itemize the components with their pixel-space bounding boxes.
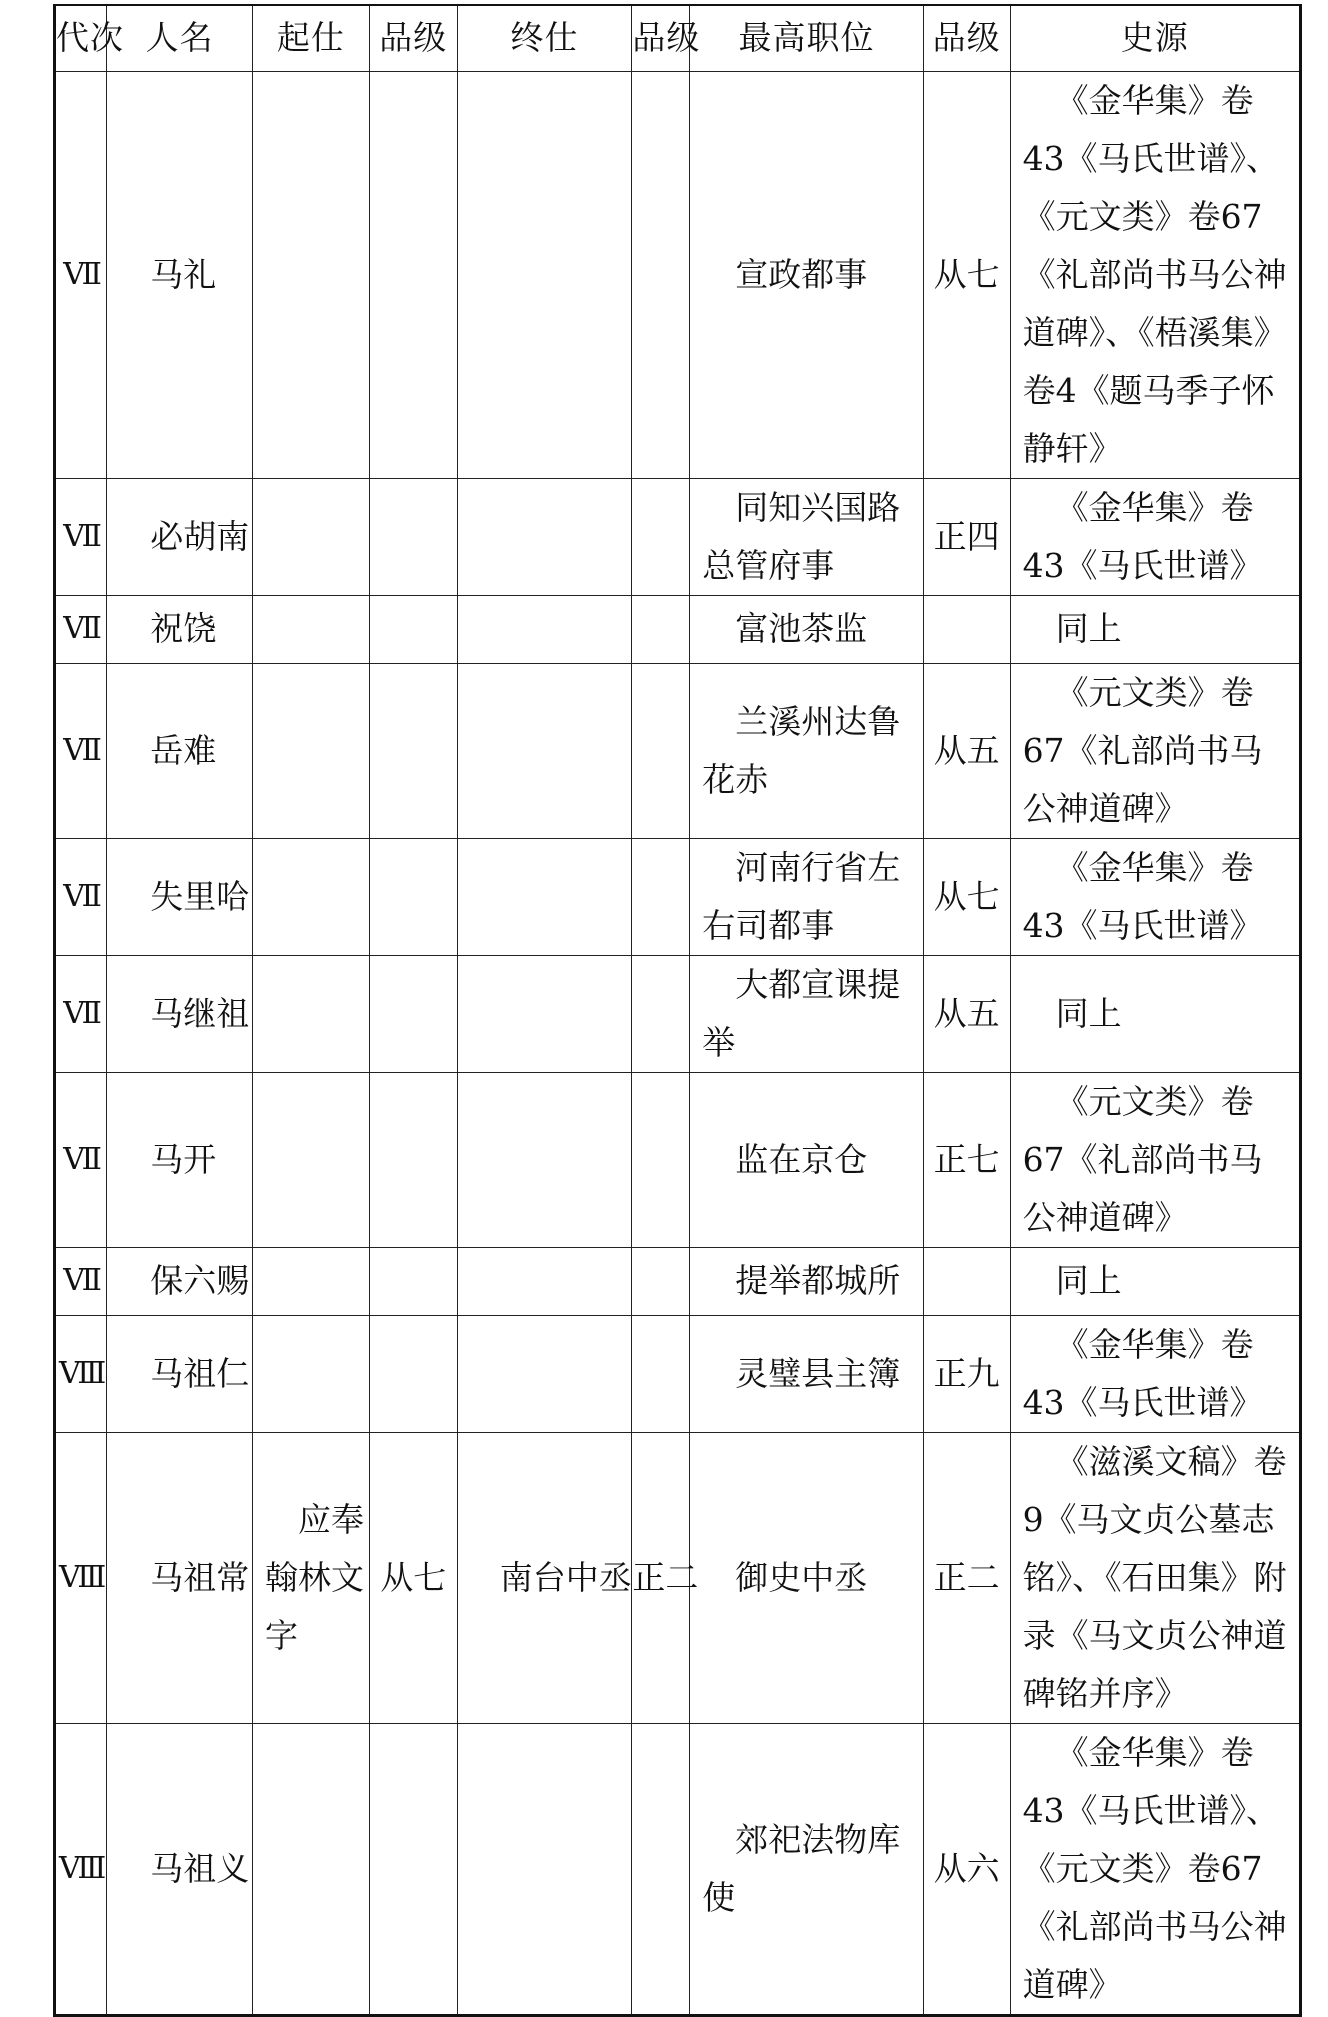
table-row [55, 838, 1301, 955]
header-end-rank: 品级 [632, 5, 690, 71]
table-row [55, 1072, 1301, 1247]
source-cell: 《金华集》卷43《马氏世谱》、《元文类》卷67《礼部尚书马公神道碑》 [1010, 1723, 1300, 2015]
end-post-cell: 南台中丞 [457, 1432, 632, 1723]
table-row [55, 663, 1301, 838]
top-rank-cell: 从五 [923, 955, 1010, 1072]
start-post-cell: 应奉翰林文字 [253, 1432, 370, 1723]
end-post-cell [457, 595, 632, 663]
top-rank-cell: 正七 [923, 1072, 1010, 1247]
start-rank-cell [369, 595, 457, 663]
start-post-cell [253, 1723, 370, 2015]
end-post-cell [457, 1723, 632, 2015]
end-rank-cell [632, 1315, 690, 1432]
source-cell: 《金华集》卷43《马氏世谱》 [1010, 478, 1300, 595]
start-post-cell [253, 838, 370, 955]
generation-cell: Ⅶ [55, 71, 107, 478]
name-cell: 祝饶 [107, 595, 253, 663]
header-row [55, 5, 1301, 71]
start-post-cell [253, 1315, 370, 1432]
header-source: 史源 [1010, 5, 1300, 71]
end-post-cell [457, 955, 632, 1072]
header-top-rank: 品级 [923, 5, 1010, 71]
source-cell: 同上 [1010, 955, 1300, 1072]
end-rank-cell [632, 71, 690, 478]
start-rank-cell [369, 478, 457, 595]
table-row [55, 1432, 1301, 1723]
header-top-post: 最高职位 [690, 5, 924, 71]
generation-cell: Ⅶ [55, 838, 107, 955]
start-rank-cell [369, 838, 457, 955]
end-rank-cell [632, 663, 690, 838]
table-row [55, 1247, 1301, 1315]
table-body [55, 71, 1301, 2015]
top-post-cell: 宣政都事 [690, 71, 924, 478]
name-cell: 必胡南 [107, 478, 253, 595]
generation-cell: Ⅶ [55, 663, 107, 838]
top-rank-cell: 正二 [923, 1432, 1010, 1723]
generation-cell: Ⅶ [55, 1072, 107, 1247]
top-rank-cell: 从六 [923, 1723, 1010, 2015]
top-post-cell: 提举都城所 [690, 1247, 924, 1315]
generation-cell: Ⅶ [55, 955, 107, 1072]
start-rank-cell: 从七 [369, 1432, 457, 1723]
start-post-cell [253, 1072, 370, 1247]
top-rank-cell: 从五 [923, 663, 1010, 838]
source-cell: 《金华集》卷43《马氏世谱》 [1010, 838, 1300, 955]
start-rank-cell [369, 71, 457, 478]
start-post-cell [253, 71, 370, 478]
end-post-cell [457, 478, 632, 595]
top-post-cell: 大都宣课提举 [690, 955, 924, 1072]
top-post-cell: 富池茶监 [690, 595, 924, 663]
source-cell: 《滋溪文稿》卷9《马文贞公墓志铭》、《石田集》附录《马文贞公神道碑铭并序》 [1010, 1432, 1300, 1723]
generation-cell: Ⅶ [55, 1247, 107, 1315]
start-rank-cell [369, 955, 457, 1072]
generation-cell: Ⅷ [55, 1432, 107, 1723]
header-name: 人名 [107, 5, 253, 71]
top-rank-cell [923, 1247, 1010, 1315]
end-post-cell [457, 838, 632, 955]
header-end-post: 终仕 [457, 5, 632, 71]
name-cell: 马继祖 [107, 955, 253, 1072]
top-post-cell: 灵璧县主簿 [690, 1315, 924, 1432]
source-cell: 《金华集》卷43《马氏世谱》、《元文类》卷67《礼部尚书马公神道碑》、《梧溪集》卷4《题马季子怀静轩》 [1010, 71, 1300, 478]
name-cell: 失里哈 [107, 838, 253, 955]
end-rank-cell [632, 838, 690, 955]
table-row [55, 1723, 1301, 2015]
name-cell: 马祖仁 [107, 1315, 253, 1432]
top-rank-cell: 从七 [923, 71, 1010, 478]
officials-table [53, 4, 1302, 2017]
end-post-cell [457, 71, 632, 478]
end-rank-cell: 正二 [632, 1432, 690, 1723]
start-rank-cell [369, 1247, 457, 1315]
start-post-cell [253, 1247, 370, 1315]
start-rank-cell [369, 1723, 457, 2015]
top-post-cell: 同知兴国路总管府事 [690, 478, 924, 595]
table-row [55, 595, 1301, 663]
end-rank-cell [632, 1723, 690, 2015]
generation-cell: Ⅷ [55, 1723, 107, 2015]
start-post-cell [253, 478, 370, 595]
top-post-cell: 御史中丞 [690, 1432, 924, 1723]
start-rank-cell [369, 1072, 457, 1247]
source-cell: 同上 [1010, 1247, 1300, 1315]
end-post-cell [457, 1247, 632, 1315]
header-generation: 代次 [55, 5, 107, 71]
top-post-cell: 兰溪州达鲁花赤 [690, 663, 924, 838]
top-rank-cell [923, 595, 1010, 663]
table-row [55, 1315, 1301, 1432]
start-rank-cell [369, 1315, 457, 1432]
generation-cell: Ⅶ [55, 478, 107, 595]
name-cell: 马祖常 [107, 1432, 253, 1723]
end-rank-cell [632, 595, 690, 663]
header-start-rank: 品级 [369, 5, 457, 71]
end-rank-cell [632, 1072, 690, 1247]
top-post-cell: 郊祀法物库使 [690, 1723, 924, 2015]
top-post-cell: 河南行省左右司都事 [690, 838, 924, 955]
table-row [55, 71, 1301, 478]
source-cell: 《元文类》卷67《礼部尚书马公神道碑》 [1010, 1072, 1300, 1247]
end-rank-cell [632, 955, 690, 1072]
table-row [55, 478, 1301, 595]
end-post-cell [457, 1315, 632, 1432]
source-cell: 《元文类》卷67《礼部尚书马公神道碑》 [1010, 663, 1300, 838]
name-cell: 马开 [107, 1072, 253, 1247]
name-cell: 马礼 [107, 71, 253, 478]
name-cell: 马祖义 [107, 1723, 253, 2015]
source-cell: 《金华集》卷43《马氏世谱》 [1010, 1315, 1300, 1432]
end-rank-cell [632, 478, 690, 595]
start-rank-cell [369, 663, 457, 838]
name-cell: 保六赐 [107, 1247, 253, 1315]
top-post-cell: 监在京仓 [690, 1072, 924, 1247]
top-rank-cell: 从七 [923, 838, 1010, 955]
top-rank-cell: 正九 [923, 1315, 1010, 1432]
top-rank-cell: 正四 [923, 478, 1010, 595]
start-post-cell [253, 663, 370, 838]
table-row [55, 955, 1301, 1072]
start-post-cell [253, 955, 370, 1072]
end-post-cell [457, 663, 632, 838]
name-cell: 岳难 [107, 663, 253, 838]
generation-cell: Ⅶ [55, 595, 107, 663]
header-start-post: 起仕 [253, 5, 370, 71]
end-rank-cell [632, 1247, 690, 1315]
start-post-cell [253, 595, 370, 663]
source-cell: 同上 [1010, 595, 1300, 663]
generation-cell: Ⅷ [55, 1315, 107, 1432]
end-post-cell [457, 1072, 632, 1247]
